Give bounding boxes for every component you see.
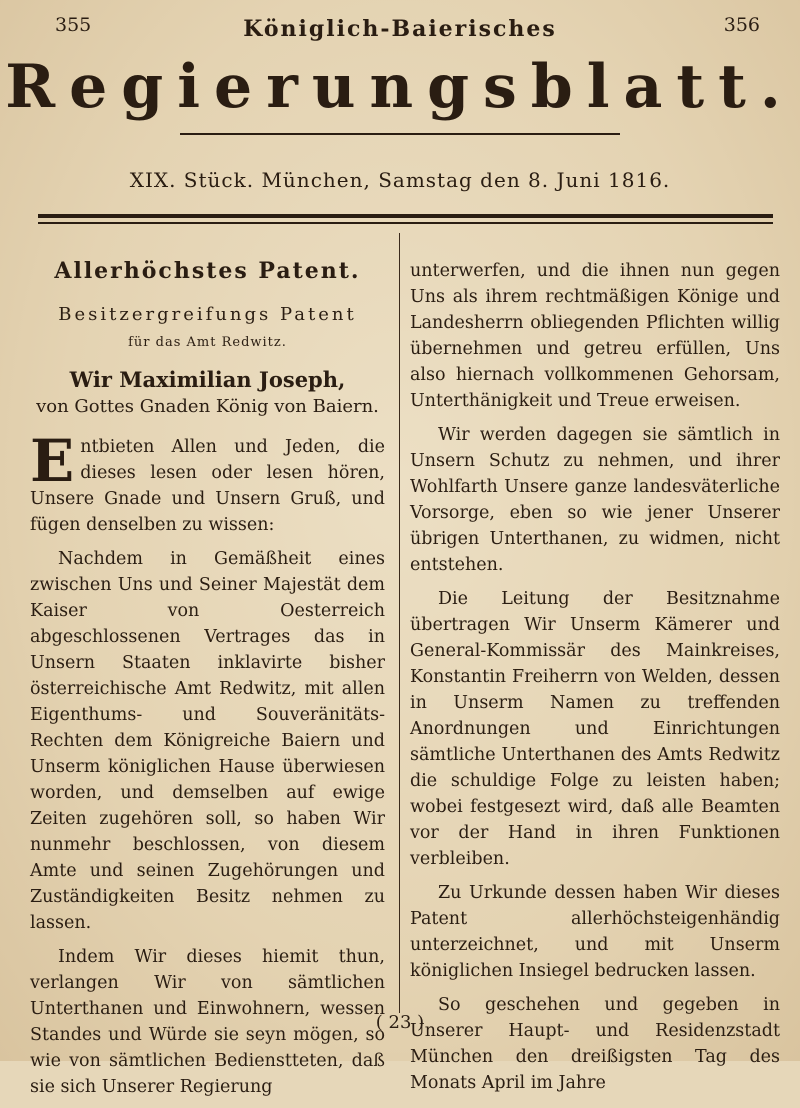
title-rule xyxy=(180,133,620,135)
column-divider xyxy=(399,233,400,1013)
paragraph: Wir werden dagegen sie sämtlich in Unsern Schutz zu nehmen, und ihrer Wohlfarth Unsere ganze landesväterliche Vorsorge, eben so wie jener Unserer übrigen Unterthanen, zu widmen, nicht entstehen. xyxy=(410,425,780,575)
masthead-top: Königlich-Baierisches xyxy=(243,16,557,42)
paragraph-text: ntbieten Allen und Jeden, die dieses lesen oder lesen hören, Unsere Gnade und Unsern Gruß, und fügen denselben zu wissen: xyxy=(30,437,385,535)
masthead-title: Regierungsblatt. xyxy=(5,52,795,122)
paragraph: Indem Wir dieses hiemit thun, verlangen Wir von sämtlichen Unterthanen und Einwohnern, wessen Standes und Würde sie seyn mögen, so wie von sämtlichen Bedienstteten, daß sie sich Unserer Regierung xyxy=(30,947,385,1097)
king-title-line: von Gottes Gnaden König von Baiern. xyxy=(36,396,379,417)
paragraph: Die Leitung der Besitznahme übertragen Wir Unserm Kämerer und General-Kommissär des Mainkreises, Konstantin Freiherrn von Welden, dessen in Unserm Namen zu treffenden Anordnungen und Einrichtungen sämtliche Unterthanen des Amts Redwitz die schuldige Folge zu leisten haben; wobei festgesezt wird, daß alle Beamten vor der Hand in ihren Funktionen verbleiben. xyxy=(410,589,780,869)
paragraph: unterwerfen, und die ihnen nun gegen Uns als ihrem rechtmäßigen Könige und Landesherrn obliegenden Pflichten willig übernehmen und getreu erfüllen, Uns also hiernach vollkommenen Gehorsam, Unterthänigkeit und Treue erweisen. xyxy=(410,261,780,411)
paragraph: Nachdem in Gemäßheit eines zwischen Uns und Seiner Majestät dem Kaiser von Oesterreich abgeschlossenen Vertrages das in Unsern Staaten inklavirte bisher österreichische Amt Redwitz, mit allen Eigenthums- und Souveränitäts-Rechten dem Königreiche Baiern und Unserm königlichen Hause überwiesen worden, und demselben auf ewige Zeiten zugehören soll, so haben Wir nunmehr beschlossen, von diesem Amte und seinen Zugehörungen und Zuständigkeiten Besitz nehmen zu lassen. xyxy=(30,549,385,933)
left-column xyxy=(30,258,385,1108)
signature-mark: ( 23 ) xyxy=(375,1012,425,1033)
page-number-left: 355 xyxy=(55,14,92,36)
issue-line: XIX. Stück. München, Samstag den 8. Juni 1816. xyxy=(129,168,671,192)
king-name-line: Wir Maximilian Joseph, xyxy=(69,367,346,392)
paragraph xyxy=(30,427,385,538)
paragraph: Zu Urkunde dessen haben Wir dieses Patent allerhöchsteigenhändig unterzeichnet, und mit Unserm königlichen Insiegel bedrucken lassen. xyxy=(410,883,780,981)
patent-heading: Allerhöchstes Patent. xyxy=(54,258,361,284)
right-column xyxy=(410,258,780,1104)
patent-subsubheading: für das Amt Redwitz. xyxy=(128,335,287,350)
drop-cap: E xyxy=(30,427,75,495)
header-double-rule-bottom xyxy=(38,222,773,224)
page-number-right: 356 xyxy=(723,14,760,36)
paragraph: So geschehen und gegeben in Unserer Haupt- und Residenzstadt München den dreißigsten Tag des Monats April im Jahre xyxy=(410,995,780,1093)
patent-subheading: Besitzergreifungs Patent xyxy=(58,304,357,325)
header-double-rule-top xyxy=(38,214,773,218)
